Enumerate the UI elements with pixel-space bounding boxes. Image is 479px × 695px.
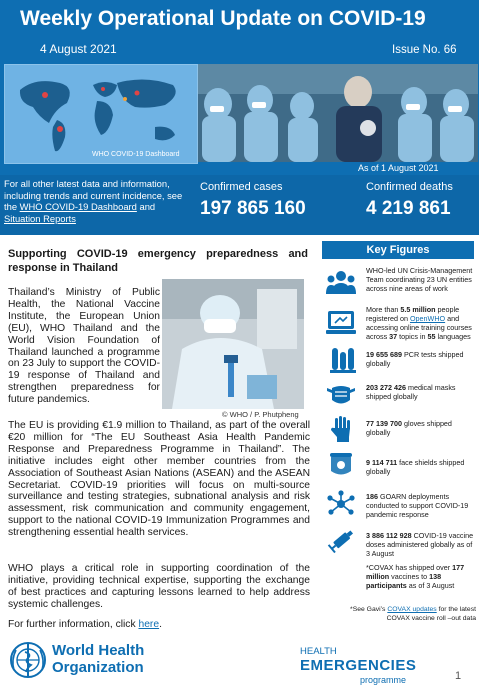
dashboard-map-image[interactable] xyxy=(4,64,198,164)
article-paragraph-1: Thailand’s Ministry of Public Health, the National Vaccine Institute, the European Union (EU), WHO Thailand and the World Vision Foundation of Thailand launched a programme on 23 July to support the COVID-19 response of Thailand and strengthen preparedness for future pandemics. xyxy=(8,287,160,406)
vaccine-icon xyxy=(326,527,356,555)
issue-number: Issue No. 66 xyxy=(392,44,457,56)
article-paragraph-3: WHO plays a critical role in supporting coordination of the initiative, providing technical expertise, supporting the exchange of best practices and capturing lessons learned to help address systemic challenges. xyxy=(8,563,310,610)
key-figure-gloves: 77 139 700 gloves shipped globally xyxy=(366,419,452,437)
issue-date: 4 August 2021 xyxy=(40,42,117,56)
face-shield-icon xyxy=(326,451,356,479)
situation-reports-link[interactable]: Situation Reports xyxy=(4,212,76,224)
online-learning-icon xyxy=(326,309,356,337)
key-figure-masks: 203 272 426 medical masks shipped globally xyxy=(366,383,456,401)
covax-updates-link[interactable]: COVAX updates xyxy=(387,606,437,613)
dashboard-link[interactable]: WHO COVID-19 Dashboard xyxy=(19,201,137,213)
confirmed-deaths-label: Confirmed deaths xyxy=(366,181,453,193)
key-figure-coordination: WHO-led UN Crisis-Management Team coordinating 23 UN entities across nine areas of work xyxy=(366,266,473,293)
key-figure-openwho: More than 5.5 million people registered on OpenWHO and accessing online training courses across 37 topics in 55 languages xyxy=(366,305,472,341)
key-figure-goarn: 186 GOARN deployments conducted to support COVID-19 pandemic response xyxy=(366,492,469,519)
key-figure-covax: *COVAX has shipped over 177 million vaccines to 138 participants as of 3 August xyxy=(366,563,465,590)
health-label: HEALTH xyxy=(300,646,337,657)
info-text: For all other latest data and information, including trends and current incidence, see the WHO COVID-19 Dashboard and Situation Reports xyxy=(4,178,183,224)
map-caption: WHO COVID-19 Dashboard xyxy=(92,151,180,158)
who-organization-name: World Health Organization xyxy=(52,642,145,676)
key-figure-vaccine-doses: 3 886 112 928 COVID-19 vaccine doses administered globally as of 3 August xyxy=(366,531,474,558)
emergencies-label: EMERGENCIES xyxy=(300,657,417,674)
covax-note: *See Gavi’s COVAX updates for the latest COVAX vaccine roll –out data xyxy=(350,606,476,622)
page-number: 1 xyxy=(455,670,462,682)
key-figure-face-shields: 9 114 711 face shields shipped globally xyxy=(366,458,465,476)
photo-credit: © WHO / P. Phutpheng xyxy=(222,410,299,419)
key-figure-pcr-tests: 19 655 689 PCR tests shipped globally xyxy=(366,350,464,368)
confirmed-cases-label: Confirmed cases xyxy=(200,181,283,193)
health-workers-photo xyxy=(198,64,478,162)
programme-label: programme xyxy=(360,675,407,685)
glove-icon xyxy=(326,415,356,443)
article-title: Supporting COVID-19 emergency preparedness and response in Thailand xyxy=(8,248,308,274)
network-icon xyxy=(326,490,356,518)
people-icon xyxy=(326,268,356,296)
confirmed-cases-value: 197 865 160 xyxy=(200,198,306,219)
data-as-of: As of 1 August 2021 xyxy=(358,163,439,173)
who-logo-icon xyxy=(8,640,48,680)
confirmed-deaths-value: 4 219 861 xyxy=(366,198,451,219)
further-info-link[interactable]: here xyxy=(138,619,160,630)
article-paragraph-2: The EU is providing €1.9 million to Thailand, as part of the overall €20 million for “The EU Southeast Asia Health Pandemic Response and Preparedness Programme in Thailand”. The initiative includes eight other member countries from the Association of Southeast Asian Nations (ASEAN) and the ASEAN Secretariat. COVID-19 priorities will focus on multi-source surveillance and testing strategies, subnational analysis and risk assessment, risk communication and community engagement, support to the national COVID-19 Immunization Programmes and strengthening essential health services. xyxy=(8,420,310,539)
openwho-link[interactable]: OpenWHO xyxy=(409,314,446,323)
mask-icon xyxy=(326,381,356,409)
page-title: Weekly Operational Update on COVID-19 xyxy=(20,7,426,30)
test-tube-icon xyxy=(326,346,356,374)
lab-worker-photo xyxy=(162,279,304,409)
world-map-icon xyxy=(5,65,197,163)
key-figures-heading: Key Figures xyxy=(322,241,474,259)
article-paragraph-4: For further information, click here. xyxy=(8,619,162,630)
